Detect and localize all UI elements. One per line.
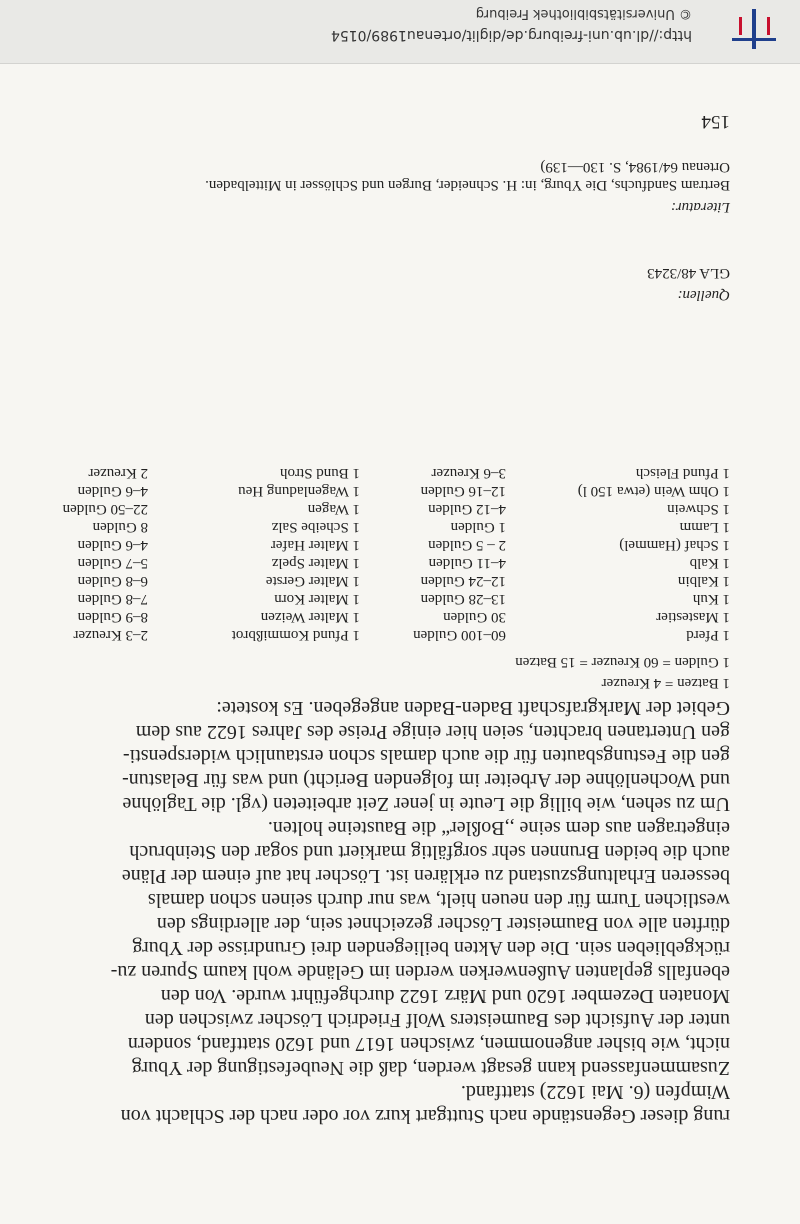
table-cell: 4–6 Gulden — [77, 537, 148, 553]
text-line: auch die beiden Brunnen sehr sorgfältig markiert und sogar den Steinbruch — [129, 841, 730, 863]
table-cell: 1 Malter Spelz — [271, 555, 360, 571]
text-line: westlichen Turm für den neuen hielt, was nur durch seinen schon damals — [147, 889, 730, 911]
table-cell: 12–16 Gulden — [420, 483, 506, 499]
table-cell: 1 Scheibe Salz — [271, 519, 360, 535]
table-cell: 7–8 Gulden — [77, 591, 148, 607]
text-line: Zusammenfassend kann gesagt werden, daß die Neubefestigung der Yburg — [131, 1057, 730, 1079]
text-line: Monaten Dezember 1620 und März 1622 durchgeführt wurde. Von den — [160, 985, 730, 1007]
copyright-text: © Universitätsbibliothek Freiburg — [475, 6, 692, 21]
table-cell: 1 Gulden — [450, 519, 506, 535]
table-cell: 1 Schaf (Hammel) — [619, 537, 730, 553]
text-line: besseren Erhaltungszustand zu erklären ist. Löscher hat auf einem der Pläne — [121, 865, 730, 887]
text-line: ebenfalls geplanten Außenwerken werden im Gelände wohl kaum Spuren zu- — [110, 961, 730, 983]
text-line: Wimpfen (6. Mai 1622) stattfand. — [460, 1081, 730, 1103]
table-cell: 4–11 Gulden — [428, 555, 506, 571]
page-number: 154 — [701, 111, 730, 132]
text-line: nicht, wie bisher angenommen, zwischen 1617 und 1620 stattfand, sondern — [127, 1033, 730, 1055]
text-line: rückgeblieben sein. Die den Akten beiliegenden drei Grundrisse der Yburg — [132, 937, 730, 959]
table-cell: 13–28 Gulden — [420, 591, 506, 607]
viewer-footer — [0, 0, 800, 64]
table-cell: 1 Malter Korn — [274, 591, 360, 607]
university-logo-icon — [726, 5, 782, 53]
text-line: gen die Festungsbauten für die auch damals schon erstaunlich widerspensti- — [122, 745, 730, 767]
table-cell: 1 Bund Stroh — [279, 465, 360, 481]
table-cell: 3–6 Kreuzer — [431, 465, 506, 481]
table-cell: 1 Wagenladung Heu — [238, 483, 360, 499]
table-cell: 22–50 Gulden — [62, 501, 148, 517]
text-line: und Wochenlöhne der Arbeiter im folgenden Bericht) und was für Belastun- — [122, 769, 730, 791]
table-cell: 4–12 Gulden — [428, 501, 506, 517]
sources-heading: Quellen: — [677, 287, 730, 303]
text-line: gen Untertanen brachten, seien hier einige Preise des Jahres 1622 aus dem — [135, 721, 730, 743]
table-cell: 30 Gulden — [443, 609, 506, 625]
table-cell: 60–100 Gulden — [413, 627, 506, 643]
table-cell: 6–8 Gulden — [77, 573, 148, 589]
text-line: Um zu sehen, wie billig die Leute in jener Zeit arbeiteten (vgl. die Taglöhne — [122, 793, 730, 815]
table-cell: 1 Lamm — [679, 519, 730, 535]
table-cell: 12–24 Gulden — [420, 573, 506, 589]
source-url-link[interactable]: http://dl.ub.uni-freiburg.de/diglit/ortenau1989/0154 — [330, 27, 692, 43]
table-cell: 1 Kalbin — [677, 573, 730, 589]
table-cell: 1 Pferd — [686, 627, 730, 643]
text-line: eingetragen aus dem seine ,,Boßler“ die Bausteine holten. — [267, 817, 730, 839]
text-line: Gebiet der Markgrafschaft Baden-Baden angegeben. Es kostete: — [216, 697, 730, 719]
table-cell: 1 Schwein — [667, 501, 730, 517]
table-cell: 4–6 Gulden — [77, 483, 148, 499]
literature-heading: Literatur: — [670, 199, 730, 215]
text-line: dürften alle von Baumeister Löscher gezeichnet sein, der allerdings den — [156, 913, 730, 935]
table-cell: 8 Gulden — [92, 519, 148, 535]
text-line: unter der Aufsicht des Baumeisters Wolf Friedrich Löscher zwischen den — [144, 1009, 730, 1031]
table-cell: 1 Mastestier — [656, 609, 730, 625]
table-cell: 1 Malter Gerste — [265, 573, 360, 589]
table-cell: 1 Pfund Kommißbrot — [231, 627, 360, 643]
literature-line: Bertram Sandfuchs, Die Yburg, in: H. Schneider, Burgen und Schlösser in Mittelbaden. — [205, 177, 730, 193]
table-cell: 1 Kalb — [689, 555, 730, 571]
table-cell: 2 – 5 Gulden — [428, 537, 506, 553]
table-cell: 8–9 Gulden — [77, 609, 148, 625]
text-line: rung dieser Gegenstände nach Stuttgart kurz vor oder nach der Schlacht von — [120, 1105, 730, 1127]
table-cell: 1 Kuh — [692, 591, 730, 607]
currency-line: 1 Gulden = 60 Kreuzer = 15 Batzen — [515, 654, 730, 670]
table-cell: 5–7 Gulden — [77, 555, 148, 571]
table-cell: 2 Kreuzer — [88, 465, 148, 481]
table-cell: 2–3 Kreuzer — [73, 627, 148, 643]
table-cell: 1 Pfund Fleisch — [635, 465, 730, 481]
table-cell: 1 Ohm Wein (etwa 150 l) — [577, 483, 730, 499]
table-cell: 1 Wagen — [307, 501, 360, 517]
sources-text: GLA 48/3243 — [647, 265, 730, 281]
table-cell: 1 Malter Hafer — [270, 537, 360, 553]
literature-line: Ortenau 64/1984, S. 130—139) — [540, 159, 730, 175]
currency-line: 1 Batzen = 4 Kreuzer — [601, 675, 730, 691]
table-cell: 1 Malter Weizen — [260, 609, 360, 625]
